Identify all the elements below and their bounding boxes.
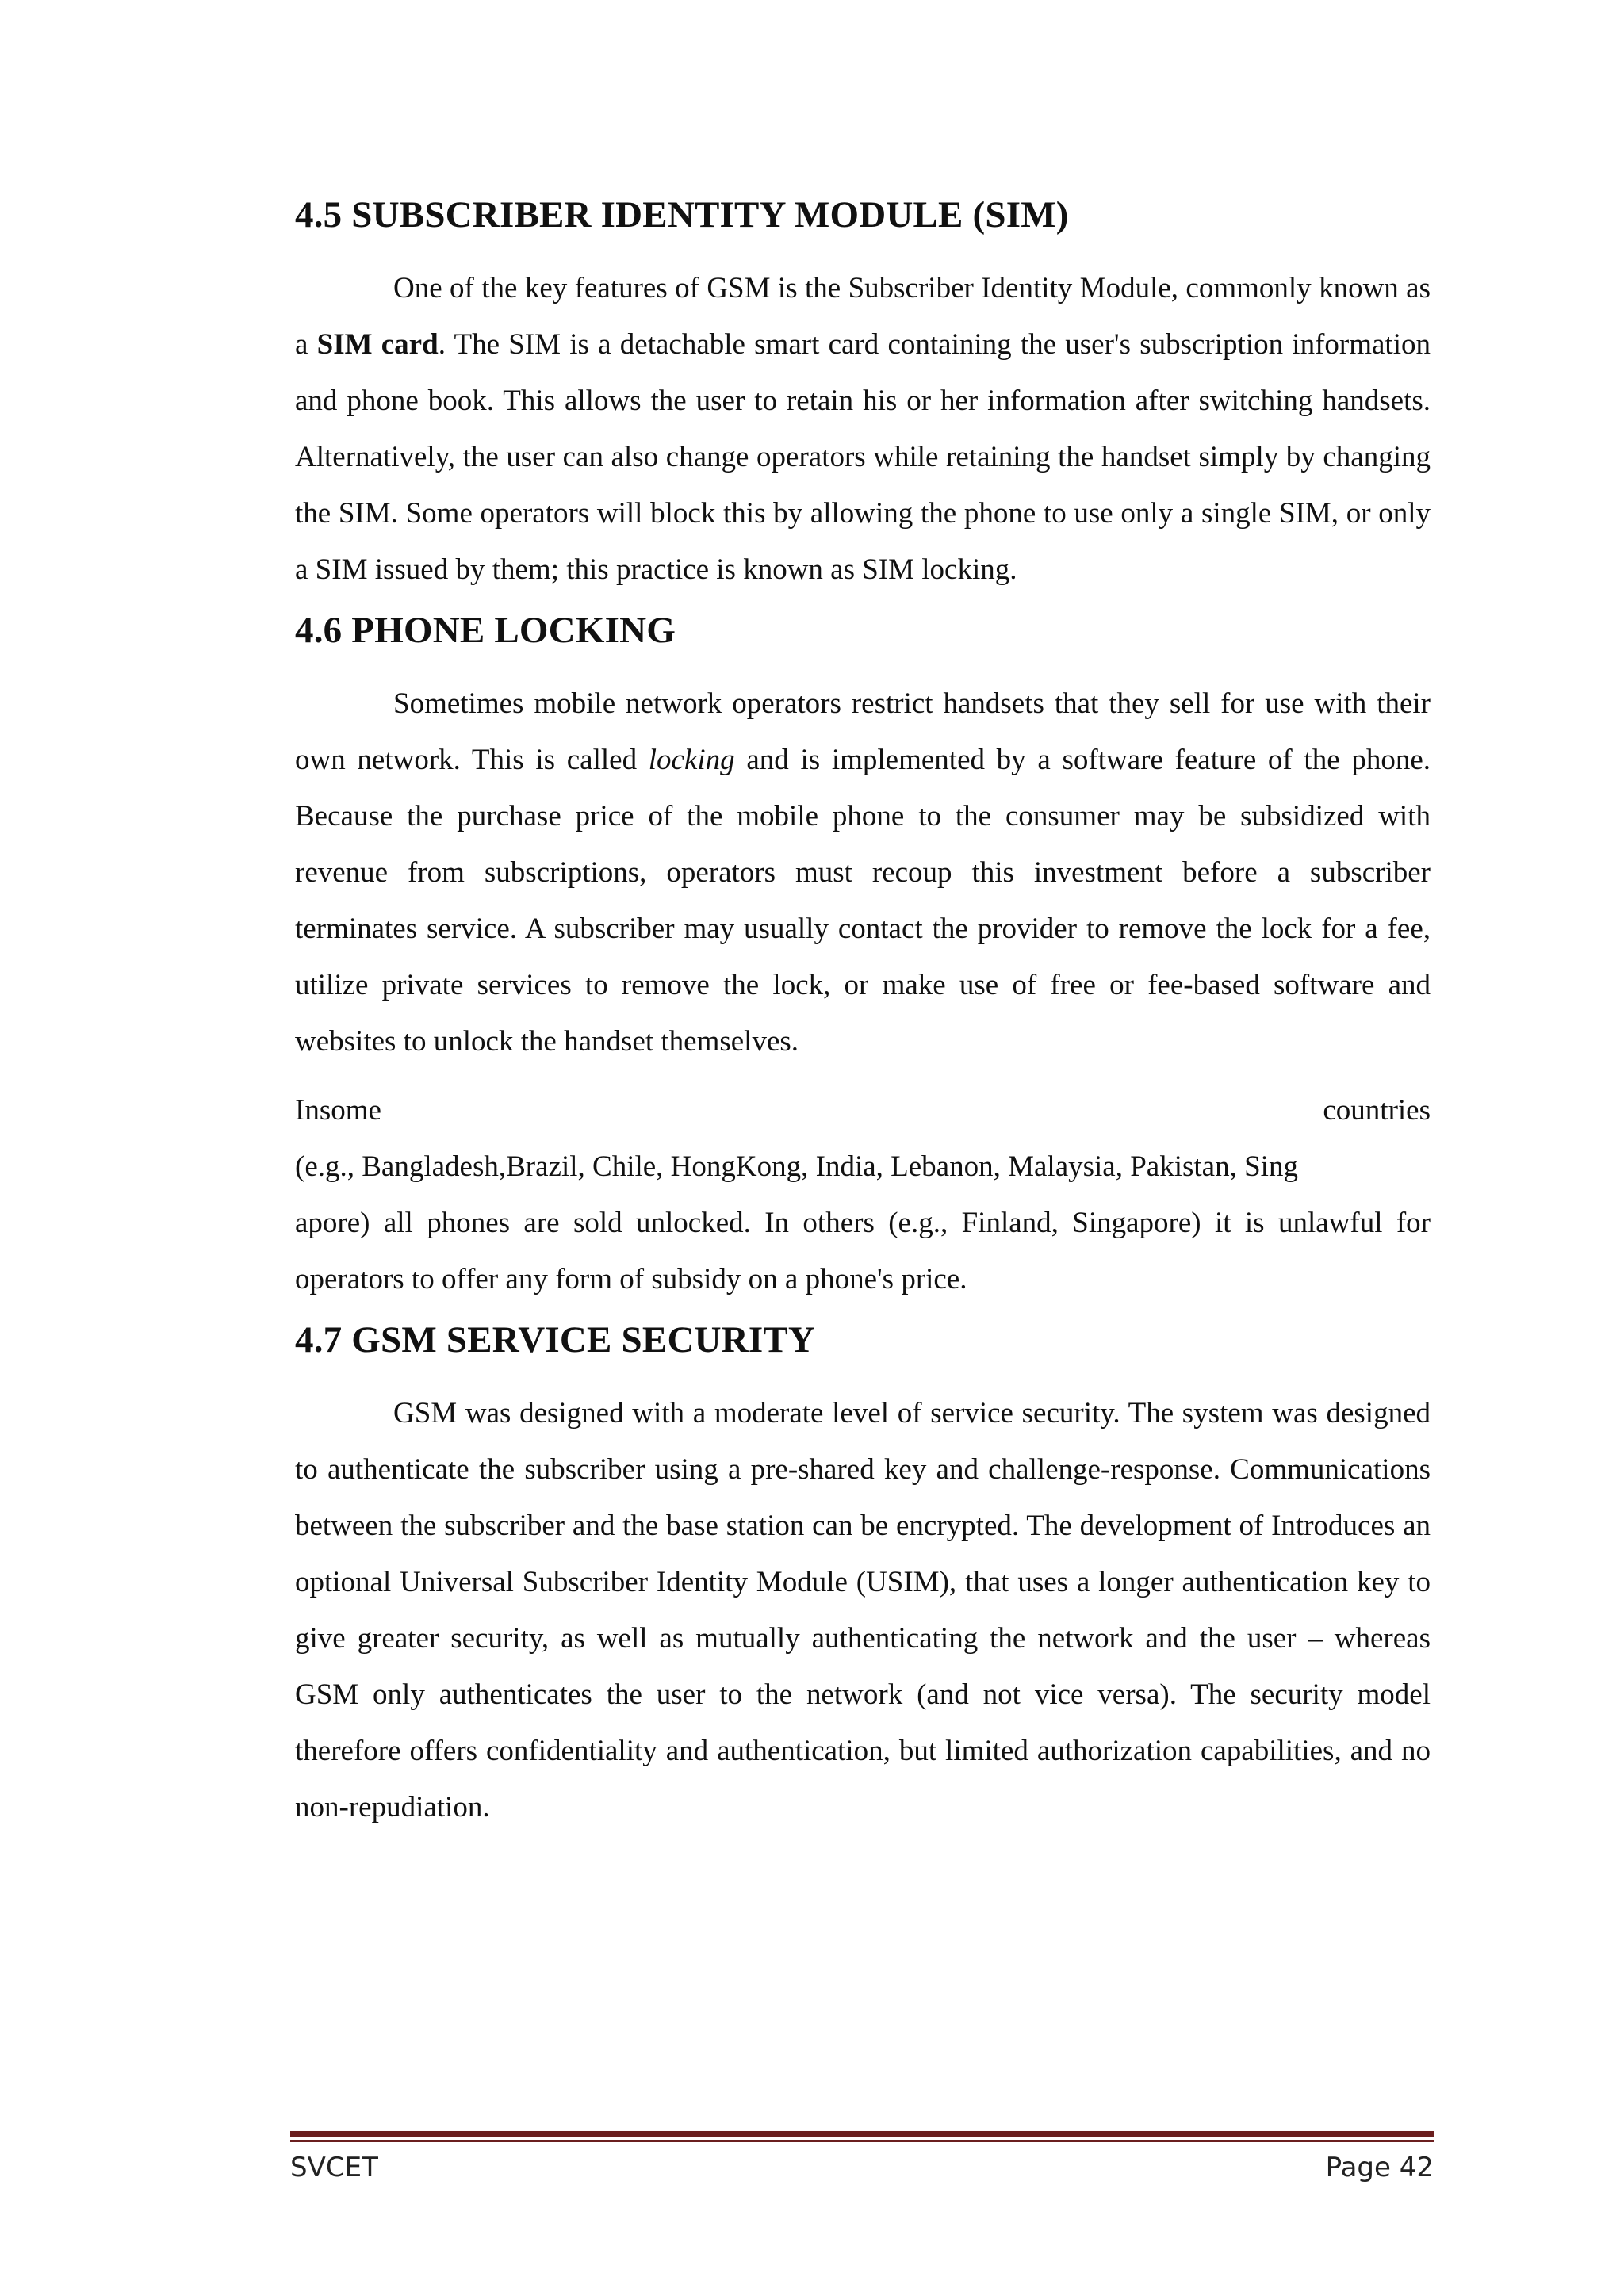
- paragraph-text: . The SIM is a detachable smart card containing the user's subscription information and phone book. This allows the user to retain his or her information after switching handsets. Alternatively, the user can also change operators while retaining the handset simply by changing the SIM. Some operators will block this by allowing the phone to use only a single SIM, or only a SIM issued by them; this practice is known as SIM locking.: [295, 328, 1431, 586]
- italic-term-locking: locking: [648, 744, 735, 776]
- countries-line: (e.g., Bangladesh,Brazil, Chile, HongKong, India, Lebanon, Malaysia, Pakistan, Sing: [295, 1150, 1298, 1183]
- footer-rule: [290, 2131, 1434, 2137]
- section-paragraph-sim: [295, 260, 1431, 598]
- section-heading-phone-locking: 4.6 PHONE LOCKING: [295, 610, 676, 651]
- footer-rule-thin: [290, 2140, 1434, 2142]
- bold-term-sim-card: SIM card: [316, 328, 439, 361]
- footer-page-number: Page 42: [1325, 2152, 1434, 2183]
- footer-institution: SVCET: [290, 2152, 378, 2183]
- paragraph-text: Sometimes mobile network operators restrict handsets that they sell for use with their own network. This is called: [295, 687, 1431, 776]
- section-heading-sim: 4.5 SUBSCRIBER IDENTITY MODULE (SIM): [295, 194, 1069, 235]
- paragraph-text: One of the key features of GSM is the Subscriber Identity Module, commonly known as a: [295, 272, 1431, 361]
- section-paragraph-phone-locking: [295, 675, 1431, 1070]
- spread-line-right: countries: [1323, 1094, 1431, 1127]
- section-paragraph-gsm-security: GSM was designed with a moderate level of service security. The system was designed to authenticate the subscriber using a pre-shared key and challenge-response. Communications between the subscriber and the base station can be encrypted. The development of Introduces an optional Universal Subscriber Identity Module (USIM), that uses a longer authentication key to give greater security, as well as mutually authenticating the network and the user – whereas GSM only authenticates the user to the network (and not vice versa). The security model therefore offers confidentiality and authentication, but limited authorization capabilities, and no non-repudiation.: [295, 1397, 1431, 1823]
- paragraph-text: and is implemented by a software feature of the phone. Because the purchase price of the mobile phone to the consumer may be subsidized with revenue from subscriptions, operators must recoup this investment before a subscriber terminates service. A subscriber may usually contact the provider to remove the lock for a fee, utilize private services to remove the lock, or make use of free or fee-based software and websites to unlock the handset themselves.: [295, 744, 1431, 1058]
- section-paragraph-unlocked: apore) all phones are sold unlocked. In others (e.g., Finland, Singapore) it is unlawful for operators to offer any form of subsidy on a phone's price.: [295, 1207, 1431, 1295]
- section-heading-gsm-security: 4.7 GSM SERVICE SECURITY: [295, 1319, 816, 1360]
- page-body: [295, 187, 1431, 1835]
- spread-line: [295, 1082, 1431, 1138]
- spread-line-left: Insome: [295, 1094, 381, 1127]
- page-footer: [290, 2145, 1434, 2190]
